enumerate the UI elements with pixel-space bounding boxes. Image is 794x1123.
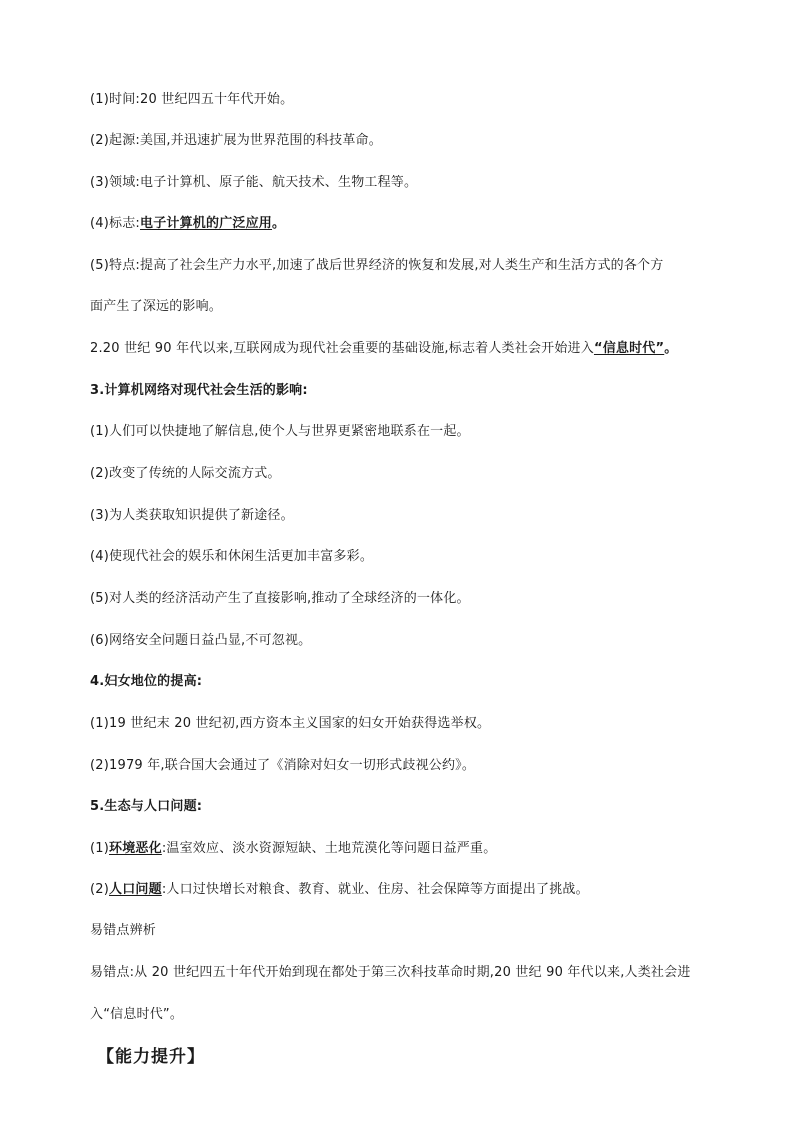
population-prefix: (2) (90, 882, 110, 897)
error-analysis-line1: 易错点:从 20 世纪四五十年代开始到现在都处于第三次科技革命时期,20 世纪 90 年代以来,人类社会进 (90, 965, 691, 980)
network-impact-item-5: (5)对人类的经济活动产生了直接影响,推动了全球经济的一体化。 (90, 591, 470, 606)
network-impact-heading: 3.计算机网络对现代社会生活的影响: (90, 383, 308, 398)
error-analysis-title: 易错点辨析 (90, 923, 157, 938)
network-impact-item-2: (2)改变了传统的人际交流方式。 (90, 466, 281, 481)
ability-improvement-heading: 【能力提升】 (97, 1047, 205, 1067)
women-status-item-1: (1)19 世纪末 20 世纪初,西方资本主义国家的妇女开始获得选举权。 (90, 716, 491, 731)
environment-key-phrase: 环境恶化 (109, 841, 162, 856)
women-status-heading: 4.妇女地位的提高: (90, 674, 203, 689)
marker-item (90, 215, 730, 233)
information-age-phrase: “信息时代” (593, 341, 665, 356)
population-key-phrase: 人口问题 (109, 882, 162, 897)
time-item: (1)时间:20 世纪四五十年代开始。 (90, 92, 294, 107)
population-item (90, 881, 730, 899)
women-status-item-2: (2)1979 年,联合国大会通过了《消除对妇女一切形式歧视公约》。 (90, 758, 476, 773)
network-impact-item-6: (6)网络安全问题日益凸显,不可忽视。 (90, 633, 312, 648)
environment-item (90, 840, 730, 858)
origin-item: (2)起源:美国,并迅速扩展为世界范围的科技革命。 (90, 133, 382, 148)
network-impact-item-4: (4)使现代社会的娱乐和休闲生活更加丰富多彩。 (90, 549, 374, 564)
fields-item: (3)领域:电子计算机、原子能、航天技术、生物工程等。 (90, 175, 418, 190)
features-item-line2: 面产生了深远的影响。 (90, 299, 223, 314)
network-impact-item-3: (3)为人类获取知识提供了新途径。 (90, 508, 294, 523)
internet-suffix: 。 (664, 341, 678, 356)
population-text: :人口过快增长对粮食、教育、就业、住房、社会保障等方面提出了挑战。 (161, 882, 589, 897)
marker-prefix: (4)标志: (90, 216, 140, 231)
internet-item (90, 340, 730, 358)
marker-key-phrase: 电子计算机的广泛应用 (140, 216, 273, 231)
network-impact-item-1: (1)人们可以快捷地了解信息,使个人与世界更紧密地联系在一起。 (90, 424, 470, 439)
features-item-line1: (5)特点:提高了社会生产力水平,加速了战后世界经济的恢复和发展,对人类生产和生活方式的各个方 (90, 258, 664, 273)
internet-prefix: 2.20 世纪 90 年代以来,互联网成为现代社会重要的基础设施,标志着人类社会开始进入 (90, 341, 594, 356)
environment-text: :温室效应、淡水资源短缺、土地荒漠化等问题日益严重。 (161, 841, 497, 856)
ecology-population-heading: 5.生态与人口问题: (90, 799, 203, 814)
marker-suffix: 。 (272, 216, 286, 231)
environment-prefix: (1) (90, 841, 110, 856)
error-analysis-line2: 入“信息时代”。 (90, 1007, 184, 1022)
